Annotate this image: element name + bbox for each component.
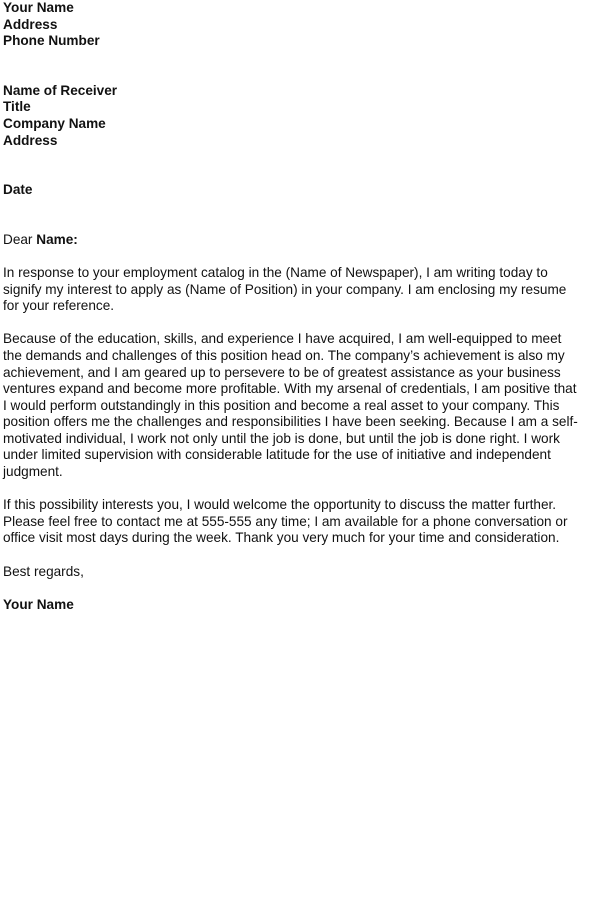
- letter-document: [3, 0, 611, 613]
- paragraph-line: ventures expand and become more profitable. With my arsenal of credentials, I am positive that: [3, 381, 577, 397]
- closing-block: [3, 564, 611, 581]
- receiver-block: [3, 83, 611, 149]
- body-paragraph-3: [3, 497, 611, 547]
- date-block: [3, 182, 611, 199]
- receiver-company: Company Name: [3, 115, 106, 131]
- paragraph-line: achievement, and I am geared up to persevere to be of greatest assistance as your business: [3, 364, 561, 380]
- paragraph-line: If this possibility interests you, I would welcome the opportunity to discuss the matter further.: [3, 497, 557, 513]
- sender-name: Your Name: [3, 0, 74, 15]
- paragraph-line: the demands and challenges of this position head on. The company’s achievement is also my: [3, 347, 565, 363]
- body-paragraph-1: [3, 265, 611, 315]
- closing-text: Best regards,: [3, 563, 84, 579]
- signature-block: [3, 597, 611, 614]
- greeting-name: Name:: [36, 231, 78, 247]
- paragraph-line: judgment.: [3, 464, 63, 480]
- paragraph-line: office visit most days during the week. Thank you very much for your time and consideration.: [3, 530, 560, 546]
- sender-block: [3, 0, 611, 50]
- paragraph-line: signify my interest to apply as (Name of Position) in your company. I am enclosing my resume: [3, 281, 567, 297]
- signature-name: Your Name: [3, 596, 74, 612]
- receiver-title: Title: [3, 99, 31, 115]
- sender-phone: Phone Number: [3, 33, 100, 49]
- paragraph-line: Because of the education, skills, and experience I have acquired, I am well-equipped to meet: [3, 331, 562, 347]
- paragraph-line: motivated individual, I work not only until the job is done, but until the job is done right. I work: [3, 430, 560, 446]
- receiver-address: Address: [3, 132, 58, 148]
- greeting-prefix: Dear: [3, 231, 37, 247]
- letter-date: Date: [3, 182, 33, 198]
- body-paragraph-2: [3, 331, 611, 480]
- paragraph-line: I would perform outstandingly in this position and become a real asset to your company. This: [3, 397, 560, 413]
- sender-address: Address: [3, 16, 58, 32]
- paragraph-line: position offers me the challenges and responsibilities I have been seeking. Because I am a self-: [3, 414, 578, 430]
- greeting: [3, 232, 611, 249]
- paragraph-line: Please feel free to contact me at 555-555 any time; I am available for a phone conversation or: [3, 513, 568, 529]
- paragraph-line: for your reference.: [3, 298, 115, 314]
- paragraph-line: In response to your employment catalog in the (Name of Newspaper), I am writing today to: [3, 264, 548, 280]
- receiver-name: Name of Receiver: [3, 82, 118, 98]
- paragraph-line: under limited supervision with considerable latitude for the use of initiative and independent: [3, 447, 551, 463]
